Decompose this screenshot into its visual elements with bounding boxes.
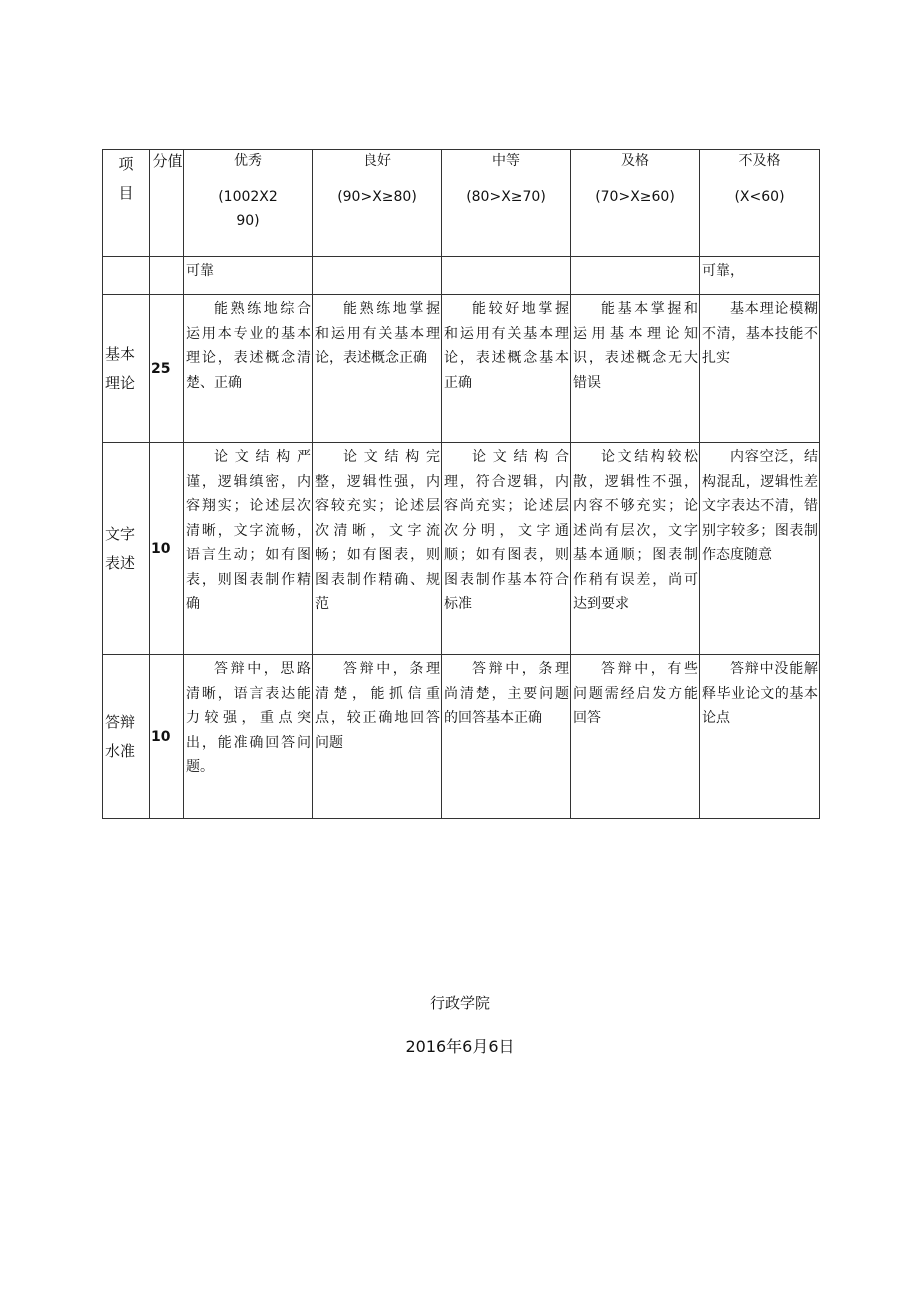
- row-score: 25: [150, 295, 184, 443]
- header-grade-medium: [442, 150, 571, 257]
- grade-good-title: 良好: [363, 153, 391, 169]
- continuation-row: [103, 257, 820, 295]
- criteria-cell-excellent: 能熟练地综合运用本专业的基本理论，表述概念清楚、正确: [184, 295, 313, 443]
- continuation-text: 可靠，: [702, 263, 744, 279]
- continuation-cell: [184, 257, 313, 295]
- continuation-cell: [571, 257, 700, 295]
- footer-organization: 行政学院: [429, 994, 490, 1012]
- grade-pass-range: (70>X≥60): [595, 188, 675, 205]
- grading-criteria-table: [102, 149, 820, 819]
- footer-date: 2016年6月6日: [405, 1037, 515, 1056]
- criteria-row-basic-theory: [103, 295, 820, 443]
- grade-good-range: (90>X≥80): [337, 188, 417, 205]
- continuation-cell: [700, 257, 820, 295]
- row-label: 基本 理论: [103, 295, 150, 443]
- header-item-char: 项: [118, 155, 134, 173]
- criteria-cell-excellent: 答辩中，思路清晰，语言表达能力较强，重点突出，能准确回答问题。: [184, 655, 313, 819]
- header-grade-pass: [571, 150, 700, 257]
- grade-medium-title: 中等: [492, 153, 520, 169]
- header-score-label: 分值: [152, 152, 183, 170]
- row-label: 文字 表述: [103, 443, 150, 655]
- continuation-text: 可靠: [186, 263, 214, 279]
- continuation-item-cell: [103, 257, 150, 295]
- criteria-cell-good: 论文结构完整，逻辑性强，内容较充实；论述层次清晰，文字流畅；如有图表，则图表制作精确、规范: [313, 443, 442, 655]
- header-item-char: 目: [118, 183, 134, 202]
- header-item-cell: [103, 150, 150, 257]
- criteria-cell-good: 答辩中，条理清楚，能抓信重点，较正确地回答问题: [313, 655, 442, 819]
- grade-excellent-title: 优秀: [234, 153, 262, 169]
- grade-fail-title: 不及格: [738, 153, 781, 169]
- header-grade-fail: [700, 150, 820, 257]
- header-grade-good: [313, 150, 442, 257]
- criteria-cell-medium: 答辩中，条理尚清楚，主要问题的回答基本正确: [442, 655, 571, 819]
- header-score-cell: [150, 150, 184, 257]
- header-row: [103, 150, 820, 257]
- criteria-row-defense: [103, 655, 820, 819]
- grade-fail-range: (X<60): [734, 188, 785, 205]
- criteria-cell-excellent: 论文结构严谨，逻辑缜密，内容翔实；论述层次清晰，文字流畅，语言生动；如有图表，则图表制作精确: [184, 443, 313, 655]
- criteria-cell-pass: 能基本掌握和运用基本理论知识，表述概念无大错误: [571, 295, 700, 443]
- criteria-cell-medium: 能较好地掌握和运用有关基本理论，表述概念基本正确: [442, 295, 571, 443]
- criteria-cell-pass: 论文结构较松散，逻辑性不强，内容不够充实；论述尚有层次，文字基本通顺；图表制作稍有误差，尚可达到要求: [571, 443, 700, 655]
- criteria-cell-fail: 内容空泛，结构混乱，逻辑性差文字表达不清，错别字较多；图表制作态度随意: [700, 443, 820, 655]
- criteria-cell-pass: 答辩中，有些问题需经启发方能回答: [571, 655, 700, 819]
- row-score: 10: [150, 443, 184, 655]
- criteria-cell-fail: 基本理论模糊不清，基本技能不扎实: [700, 295, 820, 443]
- grade-pass-title: 及格: [621, 153, 649, 169]
- continuation-cell: [313, 257, 442, 295]
- continuation-cell: [442, 257, 571, 295]
- criteria-cell-good: 能熟练地掌握和运用有关基本理论，表述概念正确: [313, 295, 442, 443]
- criteria-cell-fail: 答辩中没能解释毕业论文的基本论点: [700, 655, 820, 819]
- grade-medium-range: (80>X≥70): [466, 188, 546, 205]
- criteria-cell-medium: 论文结构合理，符合逻辑，内容尚充实；论述层次分明，文字通顺；如有图表，则图表制作基本符合标准: [442, 443, 571, 655]
- grade-excellent-range-cont: 90): [236, 212, 260, 229]
- row-label: 答辩 水准: [103, 655, 150, 819]
- row-score: 10: [150, 655, 184, 819]
- continuation-score-cell: [150, 257, 184, 295]
- header-grade-excellent: [184, 150, 313, 257]
- criteria-row-writing: [103, 443, 820, 655]
- grade-excellent-range: (1002X2: [218, 188, 278, 205]
